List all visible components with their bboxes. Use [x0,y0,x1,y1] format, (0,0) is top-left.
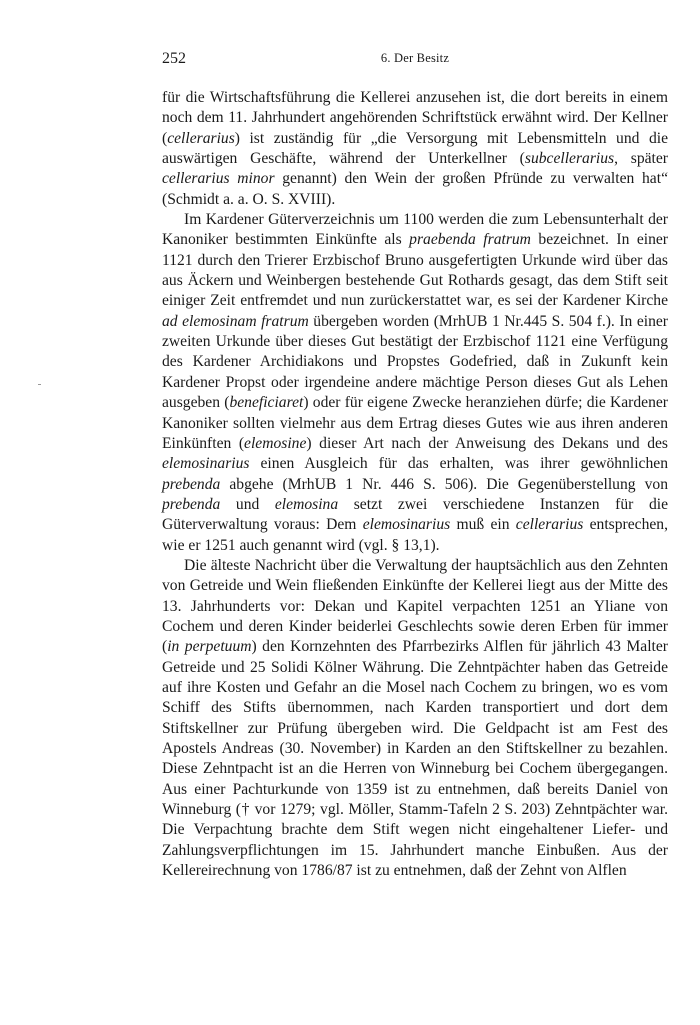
text-segment: setzt zwei verschiedene Instanzen für die Güterverwaltung voraus: Dem [162,495,668,534]
page-number: 252 [162,50,186,67]
italic-term: ad elemosinam fratrum [162,312,309,330]
italic-term: elemosine [244,434,307,452]
text-segment: genannt) den Wein der großen Pfründe zu verwalten hat“ (Schmidt a. a. O. S. XVIII). [162,170,668,208]
italic-term: praebenda fratrum [409,231,531,249]
italic-term: subcellerarius [524,150,615,168]
italic-term: elemosina [274,495,339,513]
text-segment: bezeichnet. In einer 1121 durch den Trierer Erzbischof Bruno ausgefertigten Urkunde wird über das aus Äckern und Weinbergen bestehende Gut Rothards gesagt, das dem Stift seit einiger Zeit entfremdet und nun zurückerstattet war, es sei der Kardener Kirche [162,231,668,310]
body-text [162,88,668,881]
text-segment: muß ein [450,516,516,534]
text-segment: für die Wirtschaftsführung die Kellerei anzusehen ist, die dort bereits in einem noch dem 11. Jahrhundert angehörenden Schriftstück erwähnt wird. Der Kellner ( [162,89,668,147]
text-segment: einen Ausgleich für das erhalten, was ihrer gewöhnlichen [249,455,668,473]
text-segment: entsprechen, wie er 1251 auch genannt wird (vgl. § 13,1). [162,516,668,554]
text-segment: abgehe (MrhUB 1 Nr. 446 S. 506). Die Gegenüberstellung von [220,475,668,493]
book-page [162,50,668,881]
text-segment: ) oder für eigene Zwecke heranziehen dürfe; die Kardener Kanoniker sollten vielmehr aus dem Ertrag dieses Gutes wie aus ihren anderen Einkünften ( [162,394,668,452]
text-segment: Die älteste Nachricht über die Verwaltung der hauptsächlich aus den Zehnten von Getreide und Wein fließenden Einkünfte der Kellerei liegt aus der Mitte des 13. Jahrhunderts vor: Dekan und Kapitel verpachten 1251 an Yliane von Cochem und deren Kinder beiderlei Geschlechts sowie deren Erben für immer ( [162,556,668,656]
italic-term: prebenda [162,475,221,493]
italic-term: prebenda [162,495,221,513]
text-segment: ) den Kornzehnten des Pfarrbezirks Alflen für jährlich 43 Malter Getreide und 25 Solidi Kölner Währung. Die Zehntpächter haben das Getreide auf ihre Kosten und Gefahr an die Mosel nach Cochem zu bringen, wo es vom Schiff des Stifts übernommen, nach Karden transportiert und dort dem Stiftskellner zur Prüfung übergeben wird. Die Geldpacht ist am Fest des Apostels Andreas (30. November) in Karden an den Stiftskellner zu bezahlen. Diese Zehntpacht ist an die Herren von Winneburg bei Cochem übergegangen. Aus einer Pachturkunde von 1359 ist zu entnehmen, daß bereits Daniel von Winneburg († vor 1279; vgl. Möller, Stamm-Tafeln 2 S. 203) Zehntpächter war. Die Verpachtung brachte dem Stift wegen nicht eingehaltener Liefer- und Zahlungsverpflichtungen im 15. Jahrhundert manche Einbußen. Aus der Kellereirechnung von 1786/87 ist zu entnehmen, daß der Zehnt von Alflen [162,638,668,880]
italic-term: elemosinarius [162,455,250,473]
text-segment: und [220,495,275,513]
italic-term: beneficiaret [229,394,304,412]
margin-mark [38,384,41,385]
text-segment: übergeben worden (MrhUB 1 Nr.445 S. 504 f.). In einer zweiten Urkunde über dieses Gut bestätigt der Erzbischof 1121 eine Verfügung des Kardener Archidiakons und Propstes Godefried, daß in Zukunft kein Kardener Propst oder irgendeine andere mächtige Person dieses Gut als Lehen ausgeben ( [162,312,668,412]
italic-term: in perpetuum [167,638,252,656]
paragraph [162,210,668,556]
paragraph [162,556,668,882]
text-segment: , später [614,150,668,168]
paragraph [162,88,668,210]
italic-term: elemosinarius [362,516,451,534]
running-head [162,50,668,76]
text-segment: ) ist zuständig für „die Versorgung mit Lebensmitteln und die auswärtigen Geschäfte, während der Unterkellner ( [162,129,668,168]
italic-term: cellerarius [167,129,235,147]
italic-term: cellerarius [515,516,584,534]
text-segment: Im Kardener Güterverzeichnis um 1100 werden die zum Lebensunterhalt der Kanoniker bestimmten Einkünfte als [162,211,668,249]
italic-term: cellerarius minor [162,170,275,188]
chapter-title: 6. Der Besitz [380,51,450,65]
text-segment: ) dieser Art nach der Anweisung des Dekans und des [306,434,668,452]
